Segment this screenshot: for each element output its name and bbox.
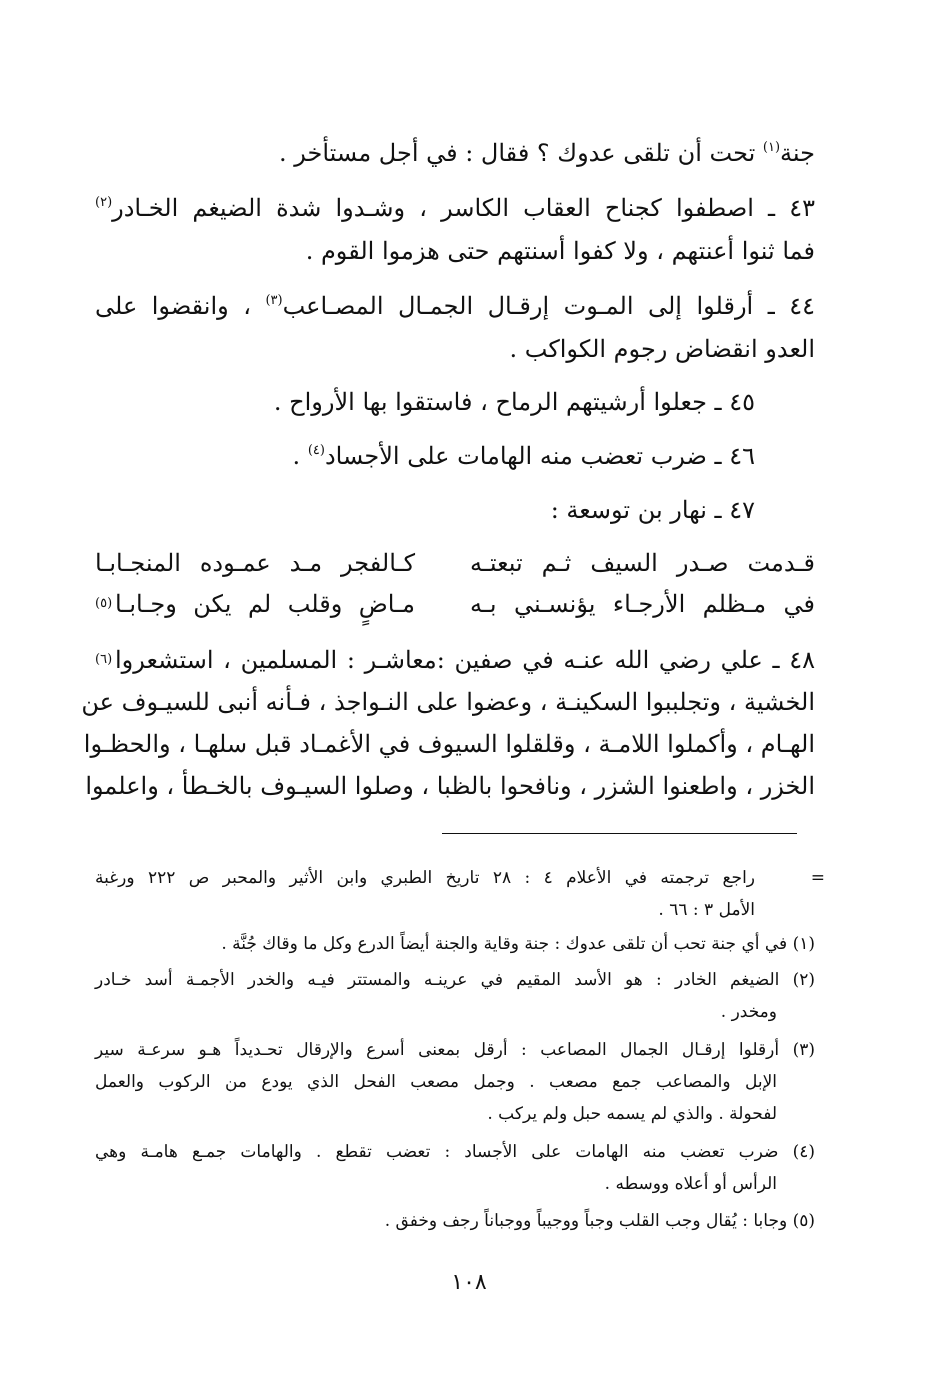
footnote-line: الأمل ٣ : ٦٦ . xyxy=(658,900,755,920)
footnote-1: (١) في أي جنة تحب أن تلقى عدوك : جنة وقاية والجنة أيضاً الدرع وكل ما وقاك جُنَّة . xyxy=(221,934,815,954)
footnote-ref: (١) xyxy=(762,140,781,155)
poem-verse: في مـظلم الأرجـاء يؤنسـني بـه مـاضٍ وقلب لم يكن وجـابـا (٥) xyxy=(95,590,815,618)
text-line: ٤٧ ـ نهار بن توسعة : xyxy=(550,496,755,524)
text-line: الخزر ، واطعنوا الشزر ، ونافحوا بالظبا ، وصلوا السيـوف بالخـطأ ، واعلموا xyxy=(85,772,815,800)
text-line: ٤٦ ـ ضرب تعضب منه الهامات على الأجساد$^{(٤)}$ . xyxy=(292,442,755,470)
text-line: الهـام ، وأكملوا اللامـة ، وقلقلوا السيوف في الأغمـاد قبل سلهـا ، والحظـوا xyxy=(83,730,815,758)
verse-first-hemistich: قـدمت صـدر السيف ثـم تبعتـه xyxy=(470,549,815,577)
verse-second-hemistich: كـالفجر مـد عمـوده المنجـابـا xyxy=(95,549,415,577)
text-line: ٤٨ ـ علي رضي الله عنـه في صفين :معاشـر : المسلمين ، استشعروا xyxy=(115,646,815,674)
footnote-2: (٢) الضيغم الخادر : هو الأسد المقيم في عرينـه والمستتر فيـه والخدر الأجمـة أسد خـادر xyxy=(95,970,815,990)
continuation-mark: = xyxy=(810,868,825,888)
text-line: جنة$^{(١)}$ تحت أن تلقى عدوك ؟ فقال : في أجل مستأخر . xyxy=(279,139,815,167)
footnote-ref: (٣) xyxy=(265,293,283,308)
footnote-ref: (٤) xyxy=(307,443,325,458)
footnotes xyxy=(81,0,825,1375)
text-line: الخشية ، وتجلببوا السكينـة ، وعضوا على النـواجذ ، فـأنه أنبى للسيـوف عن xyxy=(81,688,815,716)
text-line: فما ثنوا أعنتهم ، ولا كفوا أسنتهم حتى هزموا القوم . xyxy=(305,237,815,265)
footnote-5: (٥) وجابا : يُقال وجب القلب وجباً ووجيباً ووجباناً رجف وخفق . xyxy=(384,1211,815,1231)
text-line: العدو انقضاض رجوم الكواكب . xyxy=(509,335,815,363)
footnote-line: الرأس أو أعلاه ووسطه . xyxy=(604,1174,777,1194)
footnote-4: (٤) ضرب تعضب منه الهامات على الأجساد : تعضب تقطع . والهامات جمـع هامـة وهي xyxy=(95,1142,815,1162)
footnote-3: (٣) أرقلوا إرقـال الجمال المصاعب : أرقل بمعنى أسرع والإرقال تحـديداً هـو سرعـة سير xyxy=(95,1040,815,1060)
verse-second-hemistich: مـاضٍ وقلب لم يكن وجـابـا xyxy=(115,590,415,618)
footnote-line: لفحولة . والذي لم يسمه حبل ولم يركب . xyxy=(487,1104,777,1124)
footnote-line: ومخدر . xyxy=(720,1002,777,1022)
verse-first-hemistich: في مـظلم الأرجـاء يؤنسـني بـه xyxy=(470,590,815,618)
page-number: ١٠٨ xyxy=(451,1270,487,1295)
text-line: ٤٣ ـ اصطفوا كجناح العقاب الكاسر ، وشـدوا شدة الضيغم الخـادر$^{(٢)}$ xyxy=(95,194,815,222)
footnote-line: الإبل والمصاعب جمع مصعب . وجمل مصعب الفحل الذي يودع من الركوب والعمل xyxy=(95,1072,777,1092)
text-line: ٤٤ ـ أرقلوا إلى المـوت إرقـال الجمـال المصـاعب$^{(٣)}$ ، وانقضوا على xyxy=(95,292,816,320)
book-page: جنة$^{(١)}$ تحت أن تلقى عدوك ؟ فقال : في أجل مستأخر . ٤٣ ـ اصطفوا كجناح العقاب الكاسر ، وشـدوا شدة الضيغم الخـادر$^{(٢)}$ فما ثنوا أعنتهم ، ولا كفوا أسنتهم حتى هزموا القوم . ٤٤ ـ أرقلوا إلى المـوت إرقـال الجمـال المصـاعب$^{(٣)}$ ، وانقضوا على العدو انقضاض رجوم الكواكب . ٤٥ ـ جعلوا أرشيتهم الرماح ، فاستقوا بها الأرواح . ٤٦ ـ ضرب تعضب منه الهامات على الأجساد$^{(٤)}$ . ٤٧ ـ نهار بن توسعة : قـدمت صـدر السيف ثـم تبعتـه كـالفجر مـد عمـوده المنجـابـا في مـظلم الأرجـاء يؤنسـني بـه مـاضٍ وقلب لم يكن وجـابـا (٥) ٤٨ ـ علي رضي الله عنـه في صفين :معاشـر : المسلمين ، استشعروا (٦) الخشية ، وتجلببوا السكينـة ، وعضوا على النـواجذ ، فـأنه أنبى للسيـوف عن الهـام ، وأكملوا اللامـة ، وقلقلوا السيوف في الأغمـاد قبل سلهـا ، والحظـوا الخزر ، واطعنوا الشزر ، ونافحوا بالظبا ، وصلوا السيـوف بالخـطأ ، واعلموا xyxy=(81,139,816,800)
text-line: ٤٥ ـ جعلوا أرشيتهم الرماح ، فاستقوا بها الأرواح . xyxy=(273,388,755,416)
footnote-line: راجع ترجمته في الأعلام ٤ : ٢٨ تاريخ الطبري وابن الأثير والمحبر ص ٢٢٢ ورغبة xyxy=(95,868,755,888)
footnote-ref: (٢) xyxy=(95,195,113,210)
